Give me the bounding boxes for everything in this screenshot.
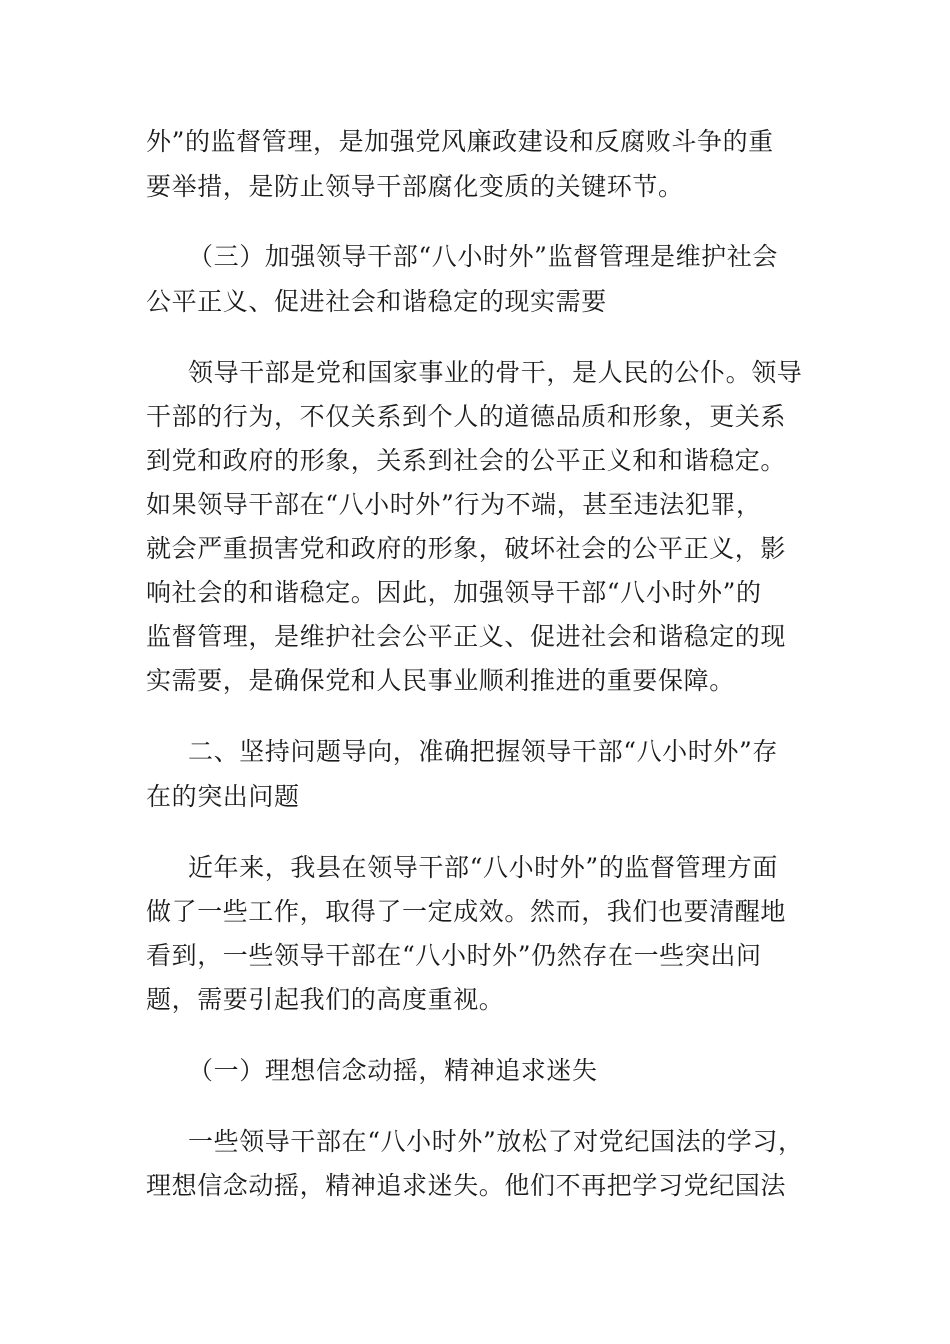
section-heading-line: （三）加强领导干部“八小时外”监督管理是维护社会: [188, 242, 778, 271]
paragraph-line: 外”的监督管理，是加强党风廉政建设和反腐败斗争的重: [146, 127, 774, 156]
paragraph-line: 题，需要引起我们的高度重视。: [146, 985, 505, 1014]
section-heading-line: 公平正义、促进社会和谐稳定的现实需要: [146, 287, 607, 316]
paragraph-line: 理想信念动摇，精神追求迷失。他们不再把学习党纪国法: [146, 1171, 787, 1200]
paragraph-line: 如果领导干部在“八小时外”行为不端，甚至违法犯罪，: [146, 490, 762, 519]
paragraph-line: 看到，一些领导干部在“八小时外”仍然存在一些突出问: [146, 941, 762, 970]
paragraph-line: 就会严重损害党和政府的形象，破坏社会的公平正义，影: [146, 534, 787, 563]
paragraph-line: 干部的行为，不仅关系到个人的道德品质和形象，更关系: [146, 402, 787, 431]
paragraph-line: 一些领导干部在“八小时外”放松了对党纪国法的学习，: [188, 1127, 804, 1156]
section-heading-line: 二、坚持问题导向，准确把握领导干部“八小时外”存: [188, 737, 778, 766]
section-heading-line: 在的突出问题: [146, 782, 300, 811]
paragraph-line: 响社会的和谐稳定。因此，加强领导干部“八小时外”的: [146, 578, 762, 607]
paragraph-line: 领导干部是党和国家事业的骨干，是人民的公仆。领导: [188, 358, 803, 387]
paragraph-line: 到党和政府的形象，关系到社会的公平正义和和谐稳定。: [146, 446, 787, 475]
paragraph-line: 实需要，是确保党和人民事业顺利推进的重要保障。: [146, 666, 735, 695]
section-heading-line: （一）理想信念动摇，精神追求迷失: [188, 1056, 598, 1085]
paragraph-line: 做了一些工作，取得了一定成效。然而，我们也要清醒地: [146, 897, 787, 926]
paragraph-line: 要举措，是防止领导干部腐化变质的关键环节。: [146, 172, 684, 201]
paragraph-line: 监督管理，是维护社会公平正义、促进社会和谐稳定的现: [146, 622, 787, 651]
paragraph-line: 近年来，我县在领导干部“八小时外”的监督管理方面: [188, 853, 778, 882]
